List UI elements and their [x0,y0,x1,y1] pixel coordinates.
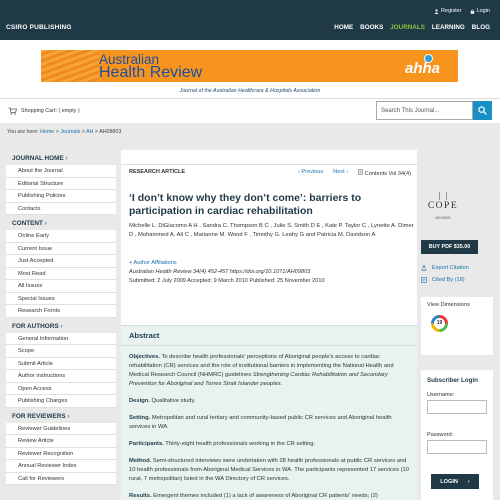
cart-label: Shopping Cart: ( empty ) [21,108,80,114]
next-link[interactable]: Next › [333,169,349,175]
banner-title-line2: Health Review [99,64,203,81]
breadcrumb: You are here: Home > Journals > AH > AH08803 [7,129,122,135]
sidebar-section-title[interactable]: JOURNAL HOME › [12,155,68,162]
dimensions-panel [421,297,493,355]
article-authors: Michelle L. DiGiacomo A H , Sandra C. Thompson B C , Julie S. Smith D E , Kate P. Taylor C , Lynette A. Dimer D , Mohammed A. Ali C , Marianne M. Wood F , Timothy G. Leahy G and Patricia M. Davidson A [129,223,414,238]
login-panel [421,370,493,500]
sidebar-item-most-read[interactable]: Most Read [6,268,116,281]
abstract-paragraph: Results. Emergent themes included (1) a lack of awareness of Aboriginal CR patients’ needs; (2) [129,493,378,499]
cope-logo-mark [446,192,447,200]
breadcrumb-ah[interactable]: AH [86,129,94,135]
login-link[interactable]: Login [470,8,490,14]
cart-search-bar [0,98,500,123]
nav-journals[interactable]: JOURNALS [390,24,425,31]
abstract-panel [121,325,417,500]
sidebar-item-submit[interactable]: Submit Article [6,358,116,371]
search-icon [478,106,487,115]
banner-stripes [41,50,99,82]
sidebar-item-review-article[interactable]: Review Article [6,435,116,448]
article-pager [298,169,411,177]
abstract-paragraph: Objectives. To describe health professionals’ perceptions of Aboriginal people’s access to cardiac rehabilitation (CR) services and the role of institutional barriers in implementing the National Health and Medical Research Council (NHMRC) guidelines Strengthening Cardiac Rehabilitation and Secondary Prevention for Aboriginal and Torres Strait Islander peoples. [129,354,394,387]
brand-logo[interactable]: CSIRO PUBLISHING [6,24,72,31]
cart-icon [8,107,17,115]
dimensions-count: 19 [434,318,445,329]
nav-books[interactable]: BOOKS [360,24,384,31]
previous-link[interactable]: ‹ Previous [297,169,324,175]
sidebar-item-editorial[interactable]: Editorial Structure [6,178,116,191]
sidebar-item-reviewer-guidelines[interactable]: Reviewer Guidelines [6,423,116,436]
lock-icon [470,9,475,14]
search-input[interactable]: Search This Journal... [376,101,473,120]
banner-area [0,40,500,98]
sidebar-item-reviewer-recognition[interactable]: Reviewer Recognition [6,448,116,461]
view-dimensions-label[interactable]: View Dimensions [427,302,470,308]
breadcrumb-journals[interactable]: Journals [60,129,81,135]
abstract-paragraph: Participants. Thirty-eight health professionals working in the CR setting. [129,441,316,447]
author-affiliations-toggle[interactable]: + Author Affiliations [129,260,177,266]
nav-blog[interactable]: BLOG [471,24,490,31]
arrow-right-icon: › [467,478,470,485]
sidebar-item-about[interactable]: About the Journal [6,165,116,178]
sidebar-item-current-issue[interactable]: Current Issue [6,243,116,256]
divider [121,164,417,165]
utility-links [434,8,490,14]
login-title: Subscriber Login [427,377,478,384]
username-label: Username: [427,392,455,398]
sidebar-section-title[interactable]: FOR AUTHORS › [12,322,63,330]
register-icon [434,9,439,14]
document-icon [358,169,363,175]
sidebar-item-author-instructions[interactable]: Author instructions [6,370,116,383]
cope-logo-mark [439,192,440,200]
buy-pdf-button[interactable]: BUY PDF $35.00 [421,240,478,254]
sidebar [6,150,116,485]
breadcrumb-prefix: You are here: [7,129,39,135]
shopping-cart[interactable] [8,107,80,115]
sidebar-item-policies[interactable]: Publishing Policies [6,190,116,203]
abstract-body [129,353,411,500]
export-citation-link[interactable]: Export Citation [421,265,469,271]
sidebar-item-just-accepted[interactable]: Just Accepted [6,255,116,268]
username-field[interactable] [427,400,487,414]
dimensions-badge-icon[interactable] [431,315,448,332]
citation-icon [421,277,427,283]
journal-banner[interactable] [41,50,458,82]
cope-logo[interactable] [424,192,462,230]
export-icon [421,265,427,271]
abstract-paragraph: Design. Qualitative study. [129,398,196,404]
sidebar-item-general-info[interactable]: General Information [6,333,116,346]
sidebar-item-call-reviewers[interactable]: Call for Reviewers [6,473,116,486]
sidebar-item-online-early[interactable]: Online Early [6,230,116,243]
article-dates: Submitted: 2 July 2009 Accepted: 9 March 2010 Published: 25 November 2010 [129,278,325,284]
ahha-logo: ahha [404,60,440,77]
abstract-paragraph: Setting. Metropolitan and rural tertiary and community-based public CR services and Aboriginal health services in WA. [129,415,392,430]
contents-link[interactable]: Contents Vol 34(4) [358,169,411,177]
divider [121,345,417,346]
sidebar-item-all-issues[interactable]: All Issues [6,280,116,293]
banner-title-line1: Australian [99,52,160,67]
login-button[interactable]: LOGIN › [431,474,479,489]
nav-home[interactable]: HOME [334,24,354,31]
nav-learning[interactable]: LEARNING [431,24,465,31]
sidebar-item-charges[interactable]: Publishing Charges [6,395,116,408]
sidebar-item-special-issues[interactable]: Special Issues [6,293,116,306]
main-nav [334,24,490,31]
sidebar-item-scope[interactable]: Scope [6,345,116,358]
cope-member-label: MEMBER [435,216,451,220]
article-title: ‘I don’t know why they don’t come’: barriers to participation in cardiac rehabilitation [129,192,362,217]
password-label: Password: [427,432,454,438]
journal-tagline: Journal of the Australian Healthcare & Hospitals Association [179,88,321,94]
register-link[interactable]: Register [434,8,461,14]
breadcrumb-current: AH08803 [99,129,122,135]
cope-letters: COPE [427,201,459,211]
top-bar [0,0,500,40]
search-button[interactable] [473,101,492,120]
sidebar-item-open-access[interactable]: Open Access [6,383,116,396]
sidebar-item-reviewer-index[interactable]: Annual Reviewer Index [6,460,116,473]
sidebar-item-research-fronts[interactable]: Research Fronts [6,305,116,318]
abstract-paragraph: Method. Semi-structured interviews were undertaken with 28 health professionals at public CR services and 10 health professionals from Aboriginal Medical Services in WA. The participants represented 17 services (10 rural, 7 metropolitan) listed in the WA Directory of CR services. [129,458,409,482]
sidebar-section-title[interactable]: CONTENT › [12,220,47,227]
sidebar-section-title[interactable]: FOR REVIEWERS › [12,412,70,420]
breadcrumb-home[interactable]: Home [40,129,55,135]
article-citation: Australian Health Review 34(4) 452-457 https://doi.org/10.1071/AH09803 [129,269,311,275]
article-type-label: RESEARCH ARTICLE [129,169,186,175]
sidebar-item-contacts[interactable]: Contacts [6,203,116,216]
cited-by-link[interactable]: Cited By (18) [421,277,465,283]
abstract-title: Abstract [129,331,160,340]
password-field[interactable] [427,440,487,454]
